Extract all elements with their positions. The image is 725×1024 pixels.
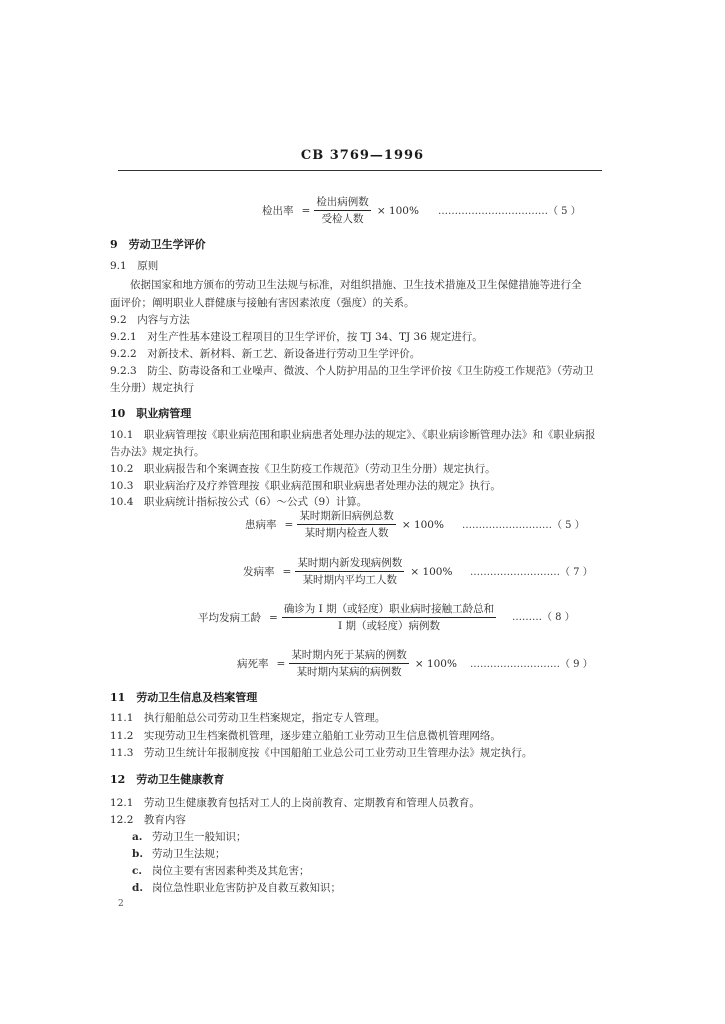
list-item — [132, 847, 226, 861]
formula-prevalence: 患病率 = $\frac{\text{某时期新旧病例总数}}{\text{某时期内检查人数}}$ × 100% — [245, 510, 444, 539]
section-heading-9: 9 劳动卫生学评价 — [110, 238, 206, 251]
formula-lhs: 检出率 — [262, 204, 294, 217]
formula-detection-rate: 检出率 = $\frac{\text{检出病例数}}{\text{受检人数}}$ × 100% — [262, 196, 419, 225]
clause-12-2: 12.2 教育内容 — [110, 814, 186, 826]
clause-10-4: 10.4 职业病统计指标按公式（6）～公式（9）计算。 — [110, 496, 368, 508]
formula-numerator: 确诊为 Ⅰ 期（或轻度）职业病时接触工龄总和 — [282, 602, 496, 618]
clause-9-2-3-line-1: 9.2.3 防尘、防毒设备和工业噪声、微波、个人防护用品的卫生学评价按《卫生防疫工作规范》（劳动卫 — [110, 365, 594, 377]
formula-denominator: 受检人数 — [321, 213, 364, 225]
formula-denominator: 某时期内某病的病例数 — [296, 666, 402, 678]
formula-fatality-rate: 病死率 = $\frac{\text{某时期内死于某病的例数}}{\text{某时期内某病的病例数}}$ × 100% — [237, 649, 457, 678]
formula-lhs: 平均发病工龄 — [198, 611, 261, 624]
formula-lhs: 病死率 — [237, 657, 269, 670]
clause-10-1-line-2: 告办法》规定执行。 — [110, 446, 205, 458]
formula-denominator: 某时期内平均工人数 — [302, 574, 398, 586]
list-text: 岗位主要有害因素种类及其危害； — [152, 865, 310, 877]
formula-number: ………（ 8 ） — [512, 612, 575, 623]
list-item — [132, 830, 247, 844]
clause-11-2: 11.2 实现劳动卫生档案微机管理，逐步建立船舶工业劳动卫生信息微机管理网络。 — [110, 730, 501, 742]
formula-multiplier: × 100% — [414, 657, 457, 670]
clause-9-1: 9.1 原则 — [110, 260, 159, 272]
clause-10-3: 10.3 职业病治疗及疗养管理按《职业病范围和职业病患者处理办法的规定》执行。 — [110, 480, 501, 492]
formula-number: ………………………（ 9 ） — [470, 659, 593, 670]
formula-numerator: 检出病例数 — [314, 195, 371, 211]
formula-fraction — [282, 602, 496, 633]
formula-fraction — [289, 648, 409, 679]
clause-11-3: 11.3 劳动卫生统计年报制度按《中国船舶工业总公司工业劳动卫生管理办法》规定执行。 — [110, 747, 533, 759]
formula-multiplier: × 100% — [410, 565, 453, 578]
formula-multiplier: × 100% — [401, 518, 444, 531]
header-rule — [118, 170, 602, 171]
list-text: 劳动卫生一般知识； — [152, 831, 247, 843]
list-marker: b. — [132, 848, 143, 860]
clause-12-1: 12.1 劳动卫生健康教育包括对工人的上岗前教育、定期教育和管理人员教育。 — [110, 797, 480, 809]
clause-9-1-text-2: 面评价；阐明职业人群健康与接触有害因素浓度（强度）的关系。 — [110, 297, 415, 309]
formula-incidence: 发病率 = $\frac{\text{某时期内新发现病例数}}{\text{某时期内平均工人数}}$ × 100% — [243, 557, 453, 586]
list-marker: d. — [132, 882, 143, 894]
formula-lhs: 患病率 — [245, 518, 277, 531]
formula-number: ……………………………（ 5 ） — [438, 206, 581, 217]
list-item — [132, 864, 310, 878]
formula-numerator: 某时期内新发现病例数 — [295, 556, 404, 572]
section-heading-11: 11 劳动卫生信息及档案管理 — [110, 691, 258, 704]
clause-11-1: 11.1 执行船舶总公司劳动卫生档案规定，指定专人管理。 — [110, 712, 386, 724]
formula-multiplier: × 100% — [376, 204, 419, 217]
formula-number: ………………………（ 7 ） — [470, 567, 593, 578]
formula-denominator: 某时期内检查人数 — [304, 527, 389, 539]
standard-header: CB 3769—1996 — [300, 148, 425, 163]
clause-9-2: 9.2 内容与方法 — [110, 314, 190, 326]
section-heading-10: 10 职业病管理 — [110, 407, 192, 420]
clause-9-1-text-1: 依据国家和地方颁布的劳动卫生法规与标准，对组织措施、卫生技术措施及卫生保健措施等进行全 — [130, 279, 582, 291]
formula-fraction — [314, 195, 371, 226]
formula-fraction — [297, 509, 396, 540]
clause-9-2-2: 9.2.2 对新技术、新材料、新工艺、新设备进行劳动卫生学评价。 — [110, 348, 421, 360]
formula-numerator: 某时期新旧病例总数 — [297, 509, 396, 525]
list-text: 岗位急性职业危害防护及自救互救知识； — [152, 882, 341, 894]
formula-lhs: 发病率 — [243, 565, 275, 578]
formula-average-onset-seniority: 平均发病工龄 = $\frac{\text{确诊为 Ⅰ 期（或轻度）职业病时接触工龄总和}}{\text{Ⅰ 期（或轻度）病例数}}$ — [198, 603, 495, 632]
clause-9-2-1: 9.2.1 对生产性基本建设工程项目的卫生学评价，按 TJ 34、TJ 36 规定进行。 — [110, 331, 483, 343]
formula-numerator: 某时期内死于某病的例数 — [289, 648, 409, 664]
clause-10-2: 10.2 职业病报告和个案调查按《卫生防疫工作规范》（劳动卫生分册）规定执行。 — [110, 463, 496, 475]
formula-fraction — [295, 556, 404, 587]
formula-number: ………………………（ 5 ） — [462, 520, 585, 531]
clause-9-2-3-line-2: 生分册）规定执行 — [110, 382, 194, 394]
list-marker: a. — [132, 831, 143, 843]
formula-denominator: Ⅰ 期（或轻度）病例数 — [337, 620, 440, 632]
section-heading-12: 12 劳动卫生健康教育 — [110, 773, 225, 786]
page-number: 2 — [118, 899, 124, 909]
list-item — [132, 881, 341, 895]
list-text: 劳动卫生法规； — [152, 848, 226, 860]
clause-10-1-line-1: 10.1 职业病管理按《职业病范围和职业病患者处理办法的规定》、《职业病诊断管理办法》和《职业病报 — [110, 429, 596, 441]
list-marker: c. — [132, 865, 143, 877]
